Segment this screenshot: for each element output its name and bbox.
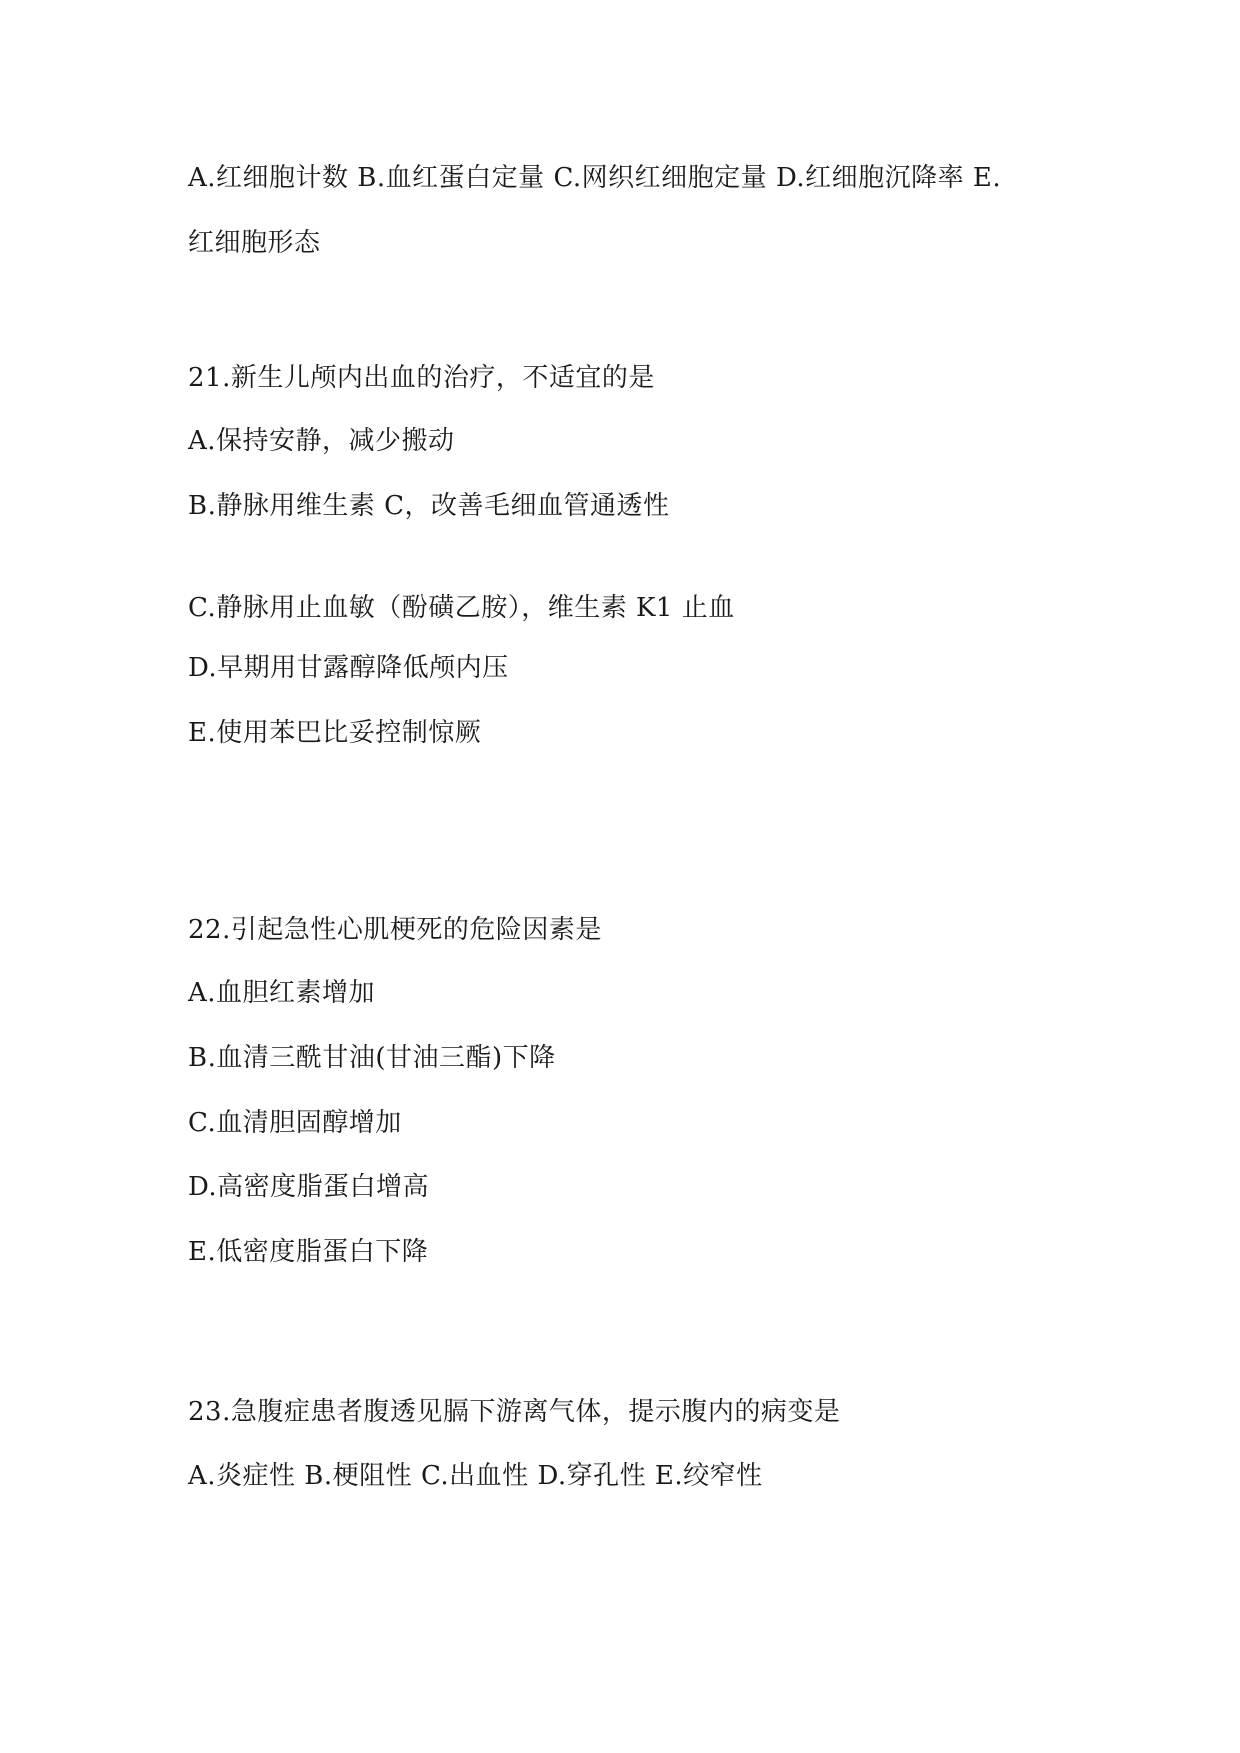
q21-option-d: D.早期用甘露醇降低颅内压 xyxy=(188,653,509,683)
q21-option-e: E.使用苯巴比妥控制惊厥 xyxy=(188,718,482,748)
q22-option-e: E.低密度脂蛋白下降 xyxy=(188,1237,429,1267)
q21-option-a: A.保持安静，减少搬动 xyxy=(188,426,455,456)
q22-option-c: C.血清胆固醇增加 xyxy=(188,1108,402,1138)
q22-option-d: D.高密度脂蛋白增高 xyxy=(188,1172,430,1202)
q22-question: 22.引起急性心肌梗死的危险因素是 xyxy=(188,915,602,945)
q22-option-b: B.血清三酰甘油(甘油三酯)下降 xyxy=(188,1043,556,1073)
q21-option-c: C.静脉用止血敏（酚磺乙胺），维生素 K1 止血 xyxy=(188,593,735,623)
q23-question: 23.急腹症患者腹透见膈下游离气体，提示腹内的病变是 xyxy=(188,1397,841,1427)
q21-option-b: B.静脉用维生素 C，改善毛细血管通透性 xyxy=(188,491,670,521)
q20-options-line-2: 红细胞形态 xyxy=(188,228,321,258)
q22-option-a: A.血胆红素增加 xyxy=(188,978,376,1008)
q23-options: A.炎症性 B.梗阻性 C.出血性 D.穿孔性 E.绞窄性 xyxy=(188,1461,763,1491)
q20-options-line-1: A.红细胞计数 B.血红蛋白定量 C.网织红细胞定量 D.红细胞沉降率 E. xyxy=(188,163,1002,193)
q21-question: 21.新生儿颅内出血的治疗，不适宜的是 xyxy=(188,363,655,393)
